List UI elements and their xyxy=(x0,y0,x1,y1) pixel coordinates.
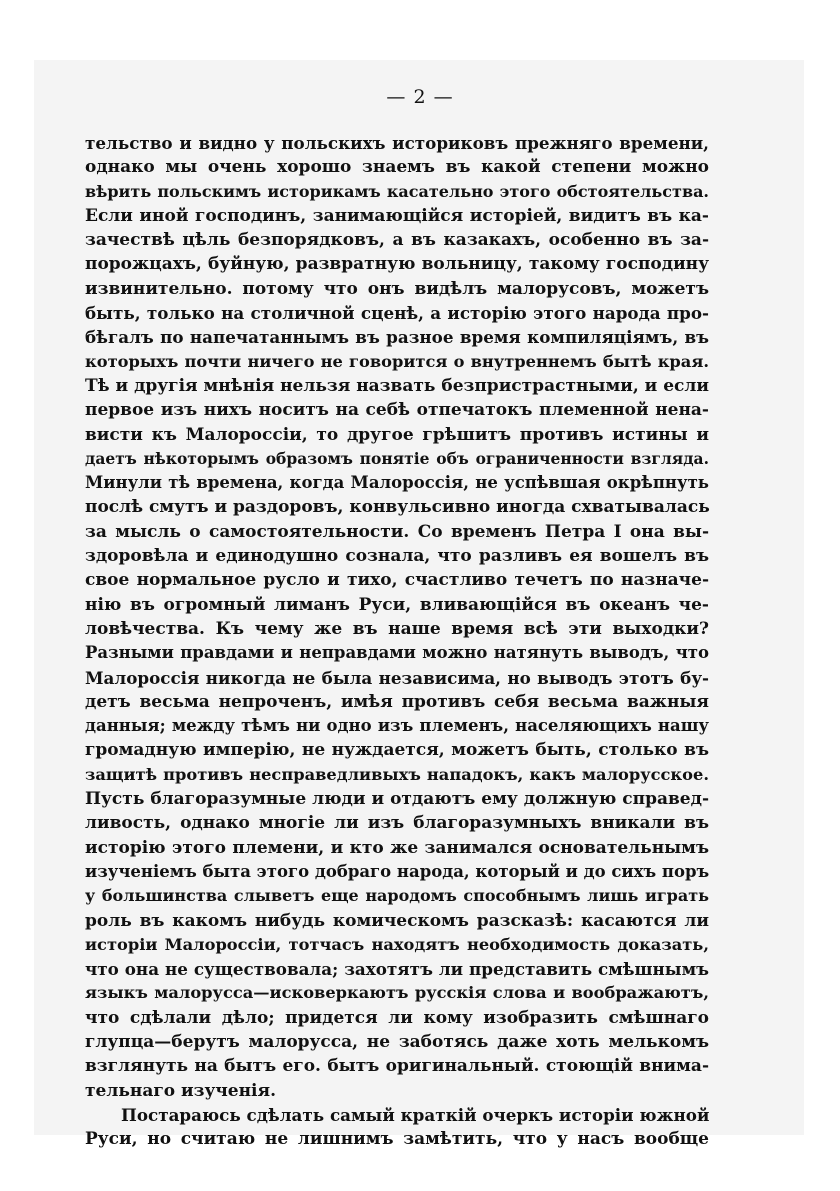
text-line: взглянуть на бытъ его. бытъ оригинальный. стоющій внима- xyxy=(85,1056,709,1077)
body-text xyxy=(85,131,709,1151)
text-line: Минули тѣ времена, когда Малороссія, не успѣвшая окрѣпнуть xyxy=(85,473,709,493)
text-line: языкъ малорусса—исковеркаютъ русскія слова и воображаютъ, xyxy=(85,983,709,1003)
text-line: даетъ нѣкоторымъ образомъ понятіе объ ограниченности взгляда. xyxy=(85,448,709,468)
text-line: Руси, но считаю не лишнимъ замѣтить, что у насъ вообще xyxy=(85,1129,709,1150)
text-line: бѣгалъ по напечатаннымъ въ разное время компиляціямъ, въ xyxy=(85,327,709,348)
text-line: роль въ какомъ нибудь комическомъ разсказѣ: касаются ли xyxy=(85,910,709,931)
text-line: первое изъ нихъ носитъ на себѣ отпечатокъ племенной нена- xyxy=(85,400,709,421)
text-line: которыхъ почти ничего не говорится о внутреннемъ бытѣ края. xyxy=(85,351,709,371)
text-line: вѣрить польскимъ историкамъ касательно этого обстоятельства. xyxy=(85,181,709,201)
text-line: исторію этого племени, и кто же занимался основательнымъ xyxy=(85,837,709,858)
text-line: Если иной господинъ, занимающійся исторіей, видитъ въ ка- xyxy=(85,205,709,226)
text-line: быть, только на столичной сценѣ, а исторію этого народа про- xyxy=(85,303,709,324)
text-line: Разными правдами и неправдами можно натянуть выводъ, что xyxy=(85,643,709,663)
text-line: исторіи Малороссіи, тотчасъ находятъ необходимость доказать, xyxy=(85,934,709,954)
text-line: у большинства слыветъ еще народомъ способнымъ лишь играть xyxy=(85,886,709,906)
text-line: защитѣ противъ несправедливыхъ нападокъ, какъ малорусское. xyxy=(85,764,709,784)
text-line: Малороссія никогда не была независима, но выводъ этотъ бу- xyxy=(85,667,709,688)
text-line: послѣ смутъ и раздоровъ, конвульсивно иногда схватывалась xyxy=(85,497,710,518)
text-line: ловѣчества. Къ чему же въ наше время всѣ эти выходки? xyxy=(85,618,709,639)
text-line: порожцахъ, буйную, развратную вольницу, такому господину xyxy=(85,254,709,275)
text-line: зачествѣ цѣль безпорядковъ, а въ казакахъ, особенно въ за- xyxy=(85,230,709,251)
text-line: что сдѣлали дѣло; придется ли кому изобразить смѣшнаго xyxy=(85,1007,709,1028)
text-line: громадную имперію, не нуждается, можетъ быть, столько въ xyxy=(85,740,709,761)
text-line: тельство и видно у польскихъ историковъ прежняго времени, xyxy=(85,133,709,153)
text-line: здоровѣла и единодушно сознала, что разливъ ея вошелъ въ xyxy=(85,546,709,567)
text-line: свое нормальное русло и тихо, счастливо течетъ по назначе- xyxy=(85,570,709,591)
text-line: за мысль о самостоятельности. Со временъ Петра I она вы- xyxy=(85,521,709,542)
text-line: однако мы очень хорошо знаемъ въ какой степени можно xyxy=(85,157,709,178)
text-line: детъ весьма непроченъ, имѣя противъ себя весьма важныя xyxy=(85,691,709,712)
text-line: нію въ огромный лиманъ Руси, вливающійся въ океанъ че- xyxy=(85,594,709,615)
text-line: извинительно. потому что онъ видѣлъ малорусовъ, можетъ xyxy=(85,278,709,299)
text-line: Постараюсь сдѣлать самый краткій очеркъ исторіи южной xyxy=(121,1104,710,1125)
text-line: висти къ Малороссіи, то другое грѣшитъ противъ истины и xyxy=(85,424,709,445)
text-line: Пусть благоразумные люди и отдаютъ ему должную справед- xyxy=(85,789,709,810)
page-number: — 2 — xyxy=(386,86,454,108)
text-line: изученіемъ быта этого добраго народа, который и до сихъ поръ xyxy=(85,861,710,881)
text-line: данныя; между тѣмъ ни одно изъ племенъ, населяющихъ нашу xyxy=(85,716,709,736)
text-line: что она не существовала; захотятъ ли представить смѣшнымъ xyxy=(85,959,709,980)
text-line: тельнаго изученія. xyxy=(85,1080,276,1101)
text-line: глупца—берутъ малорусса, не заботясь даже хоть мелькомъ xyxy=(85,1031,709,1052)
text-line: Тѣ и другія мнѣнія нельзя назвать безпристрастными, и если xyxy=(85,375,709,396)
text-line: ливость, однако многіе ли изъ благоразумныхъ вникали въ xyxy=(85,813,709,834)
